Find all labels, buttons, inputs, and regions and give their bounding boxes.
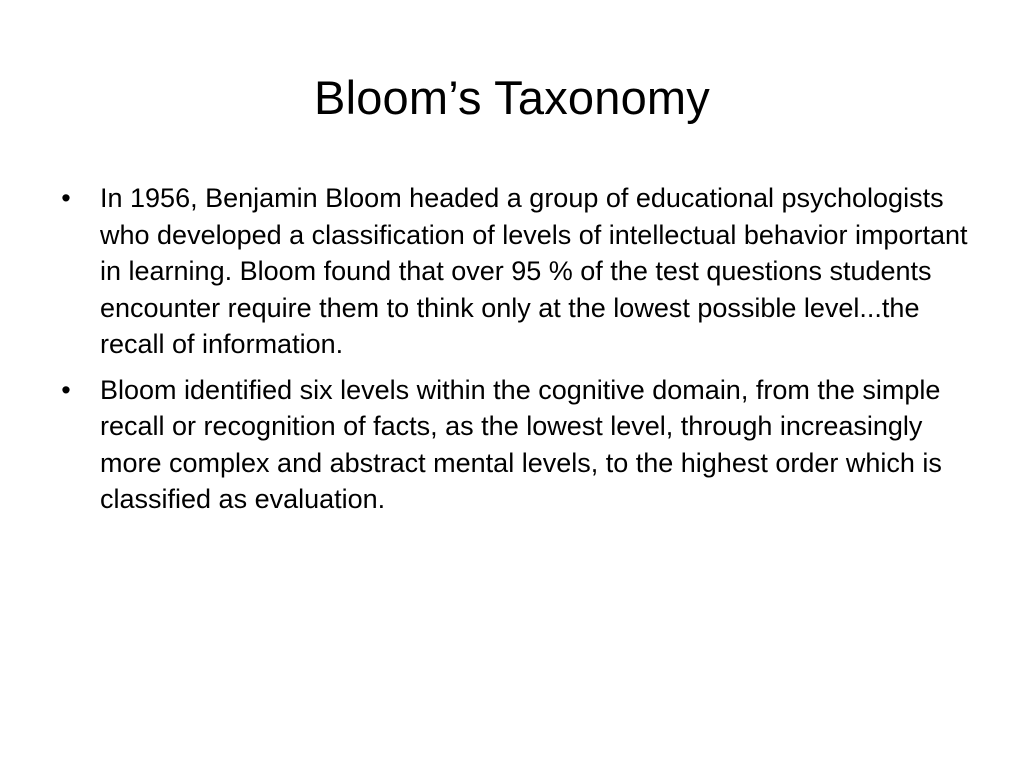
bullet-text: Bloom identified six levels within the cognitive domain, from the simple recall or recognition of facts, as the lowest level, through increasingly more complex and abstract mental levels, to the highest order which is classified as evaluation.	[100, 374, 942, 514]
bullet-dot-icon: •	[61, 183, 71, 213]
bullet-list	[56, 180, 971, 527]
bullet-text: In 1956, Benjamin Bloom headed a group of educational psychologists who developed a classification of levels of intellectual behavior important in learning. Bloom found that over 95 % of the test questions students encounter require them to think only at the lowest possible level...the recall of information.	[100, 183, 968, 359]
bullet-dot-icon: •	[61, 374, 71, 405]
bullet-item	[56, 372, 971, 518]
bullet-item	[56, 180, 971, 363]
slide-title: Bloom’s Taxonomy	[314, 71, 710, 124]
